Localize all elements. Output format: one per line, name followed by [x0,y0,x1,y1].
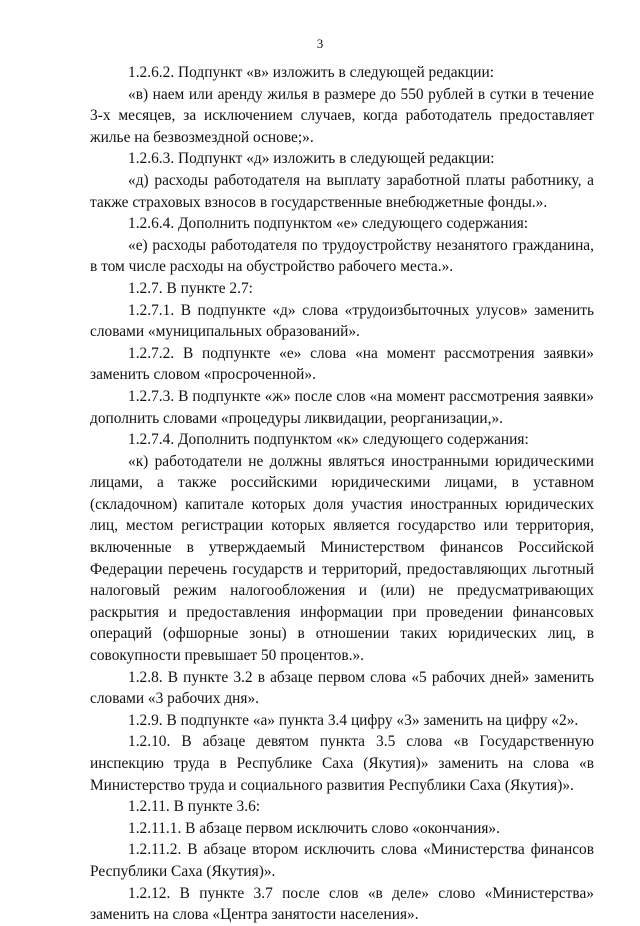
paragraph: 1.2.7. В пункте 2.7: [128,279,253,297]
paragraph: 1.2.6.3. Подпункт «д» изложить в следующей редакции: [128,150,495,168]
paragraph: 1.2.10. В абзаце девятом пункта 3.5 слова «в Государственную инспекцию труда в Республике Саха (Якутия)» заменить на слова «в Министерство труда и социального развития Республики Саха (Якутия)». [90,733,594,794]
paragraph: 1.2.11. В пункте 3.6: [128,798,261,816]
paragraph: 1.2.7.1. В подпункте «д» слова «трудоизбыточных улусов» заменить словами «муниципальных образований». [90,301,594,341]
paragraph: 1.2.7.2. В подпункте «е» слова «на момент рассмотрения заявки» заменить словом «просроченной». [90,344,594,384]
paragraph: «в) наем или аренду жилья в размере до 550 рублей в сутки в течение 3-х месяцев, за исключением случаев, когда работодатель предоставляет жилье на безвозмездной основе;». [90,85,594,146]
paragraph: 1.2.7.4. Дополнить подпунктом «к» следующего содержания: [128,431,529,449]
paragraph: 1.2.11.2. В абзаце втором исключить слова «Министерства финансов Республики Саха (Якутия)». [90,841,594,880]
page-number: 3 [316,36,324,51]
paragraph: 1.2.6.2. Подпункт «в» изложить в следующей редакции: [128,64,494,81]
paragraph: 1.2.11.1. В абзаце первом исключить слово «окончания». [128,819,500,837]
paragraph: 1.2.6.4. Дополнить подпунктом «е» следующего содержания: [128,215,529,233]
paragraph: «д) расходы работодателя на выплату заработной платы работнику, а также страховых взносов в государственные внебюджетные фонды.». [90,171,594,211]
paragraph: 1.2.7.3. В подпункте «ж» после слов «на момент рассмотрения заявки» дополнить словами «процедуры ликвидации, реорганизации,». [90,387,594,427]
paragraph: 1.2.9. В подпункте «а» пункта 3.4 цифру «3» заменить на цифру «2». [128,711,579,729]
paragraph: «е) расходы работодателя по трудоустройству незанятого гражданина, в том числе расходы на обустройство рабочего места.». [90,236,594,276]
paragraph: «к) работодатели не должны являться иностранными юридическими лицами, а также российскими юридическими лицами, в уставном (складочном) капитале которых доля участия иностранных юридических лиц, местом регистрации которых является государство или территория, включенные в утверждаемый Министерством финансов Российской Федерации перечень государств и территорий, предоставляющих льготный налоговый режим налогообложения и (или) не предусматривающих раскрытия и предоставления информации при проведении финансовых операций (офшорные зоны) в отношении таких юридических лиц, в совокупности превышает 50 процентов.». [90,452,594,665]
paragraph: 1.2.8. В пункте 3.2 в абзаце первом слова «5 рабочих дней» заменить словами «3 рабочих дня». [90,668,594,708]
paragraph: 1.2.12. В пункте 3.7 после слов «в деле» слово «Министерства» заменить на слова «Центра занятости населения». [90,884,594,924]
document-body [90,62,594,926]
